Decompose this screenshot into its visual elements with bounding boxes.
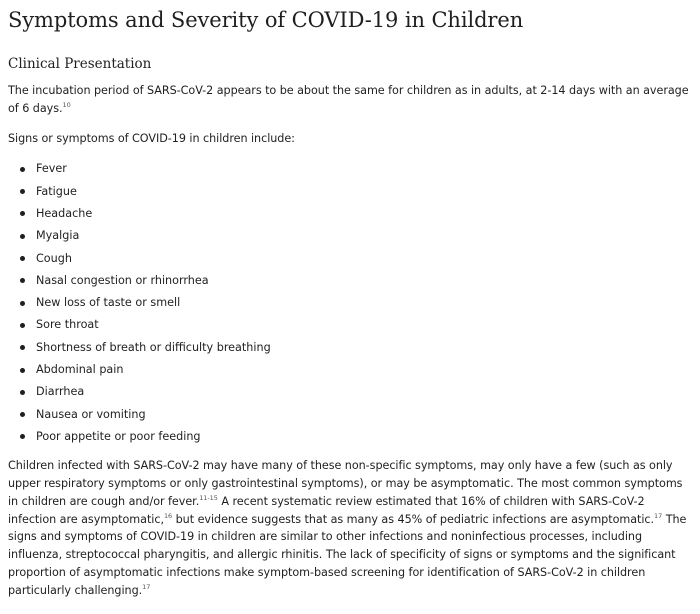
- symptom-label: Poor appetite or poor feeding: [36, 429, 201, 443]
- bullet-icon: [20, 412, 25, 417]
- incubation-paragraph: [8, 82, 694, 118]
- symptoms-list: [8, 158, 694, 448]
- list-item: [36, 381, 694, 403]
- symptom-label: Nasal congestion or rhinorrhea: [36, 273, 209, 287]
- bullet-icon: [20, 390, 25, 395]
- summary-paragraph: [8, 457, 694, 599]
- list-item: [36, 181, 694, 203]
- bullet-icon: [20, 323, 25, 328]
- symptom-label: Fever: [36, 162, 67, 176]
- bullet-icon: [20, 211, 25, 216]
- list-item: [36, 426, 694, 448]
- list-item: [36, 337, 694, 359]
- citation-ref[interactable]: 16: [163, 511, 173, 520]
- bullet-icon: [20, 189, 25, 194]
- summary-text-1: Children infected with SARS-CoV-2 may have many of these non-specific symptoms, may only have a few (such as only upper respiratory symptoms or only gastrointestinal symptoms), or may be asymptomatic. The most common symptoms in children are cough and/or fever.: [8, 459, 683, 508]
- symptom-label: Shortness of breath or difficulty breathing: [36, 340, 271, 354]
- bullet-icon: [20, 256, 25, 261]
- list-item: [36, 314, 694, 336]
- bullet-icon: [20, 345, 25, 350]
- citation-ref[interactable]: 10: [62, 100, 71, 109]
- list-item: [36, 359, 694, 381]
- list-item: [36, 292, 694, 314]
- list-item: [36, 225, 694, 247]
- symptom-label: Fatigue: [36, 184, 77, 198]
- symptom-label: Abdominal pain: [36, 363, 124, 377]
- symptom-label: Cough: [36, 251, 72, 265]
- bullet-icon: [20, 301, 25, 306]
- symptom-label: Nausea or vomiting: [36, 407, 146, 421]
- list-item: [36, 158, 694, 180]
- list-item: [36, 203, 694, 225]
- section-heading: Clinical Presentation: [8, 56, 152, 72]
- citation-ref[interactable]: 17: [142, 582, 151, 591]
- summary-text-2: A recent systematic review estimated that 16% of children with SARS-CoV-2 infection are asymptomatic,: [8, 494, 645, 526]
- bullet-icon: [20, 234, 25, 239]
- symptom-label: Sore throat: [36, 318, 99, 332]
- citation-ref[interactable]: 17: [654, 511, 663, 520]
- list-item: [36, 248, 694, 270]
- bullet-icon: [20, 167, 25, 172]
- summary-text-3: but evidence suggests that as many as 45% of pediatric infections are asymptomatic.: [172, 512, 655, 526]
- bullet-icon: [20, 434, 25, 439]
- list-item: [36, 404, 694, 426]
- bullet-icon: [20, 278, 25, 283]
- list-item: [36, 270, 694, 292]
- symptom-label: Myalgia: [36, 229, 80, 243]
- citation-ref[interactable]: 11-15: [199, 493, 218, 502]
- symptom-label: Diarrhea: [36, 385, 85, 399]
- bullet-icon: [20, 368, 25, 373]
- page-title: Symptoms and Severity of COVID-19 in Children: [8, 8, 524, 32]
- symptom-label: New loss of taste or smell: [36, 296, 181, 310]
- symptoms-intro: Signs or symptoms of COVID-19 in children include:: [8, 131, 295, 145]
- symptom-label: Headache: [36, 206, 93, 220]
- incubation-text: The incubation period of SARS-CoV-2 appears to be about the same for children as in adults, at 2-14 days with an average of 6 days.: [8, 84, 689, 115]
- summary-text-4: The signs and symptoms of COVID-19 in children are similar to other infections and noninfectious processes, including influenza, streptococcal pharyngitis, and allergic rhinitis. The lack of specificity of signs or symptoms and the significant proportion of asymptomatic infections make symptom-based screening for identification of SARS-CoV-2 in children particularly challenging.: [8, 512, 687, 597]
